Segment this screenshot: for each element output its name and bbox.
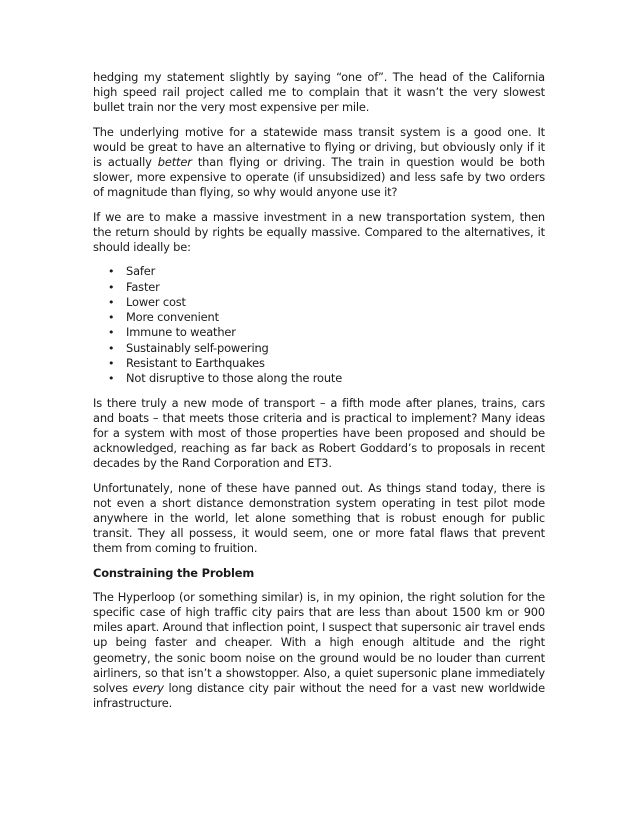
paragraph-new-mode: Is there truly a new mode of transport – a fifth mode after planes, trains, cars and boats – that meets those criteria and is practical to implement? Many ideas for a system with most of those properties have been proposed and should be acknowledged, reaching as far back as Robert Goddard’s to proposals in recent decades by the Rand Corporation and ET3. (93, 395, 545, 471)
list-item (93, 264, 545, 279)
document-page (93, 70, 545, 720)
list-item-label: More convenient (126, 310, 219, 325)
bullet-icon: • (108, 341, 115, 355)
list-item-label: Faster (126, 279, 160, 294)
bullet-icon: • (108, 372, 115, 386)
paragraph-investment: If we are to make a massive investment in a new transportation system, then the return should by rights be equally massive. Compared to the alternatives, it should ideally be: (93, 209, 545, 255)
paragraph-hyperloop-text-a: The Hyperloop (or something similar) is, in my opinion, the right solution for the specific case of high traffic city pairs that are less than about 1500 km or 900 miles apart. Around that inflection point, I suspect that supersonic air travel ends up being faster and cheaper. With a high enough altitude and the right geometry, the sonic boom noise on the ground would be no louder than current airliners, so that isn’t a showstopper. Also, a quiet supersonic plane immediately solves (93, 589, 545, 696)
paragraph-motive-text-b: than flying or driving. The train in question would be both slower, more expensive to operate (if unsubsidized) and less safe by two orders of magnitude than flying, so why would anyone use it? (93, 155, 545, 200)
bullet-icon: • (108, 295, 115, 309)
paragraph-unfortunately: Unfortunately, none of these have panned out. As things stand today, there is not even a short distance demonstration system operating in test pilot mode anywhere in the world, let alone something that is robust enough for public transit. They all possess, it would seem, one or more fatal flaws that prevent them from coming to fruition. (93, 480, 545, 556)
bullet-icon: • (108, 265, 115, 279)
paragraph-hyperloop-text-b: long distance city pair without the need for a vast new worldwide infrastructure. (93, 681, 545, 711)
bullet-icon: • (108, 280, 115, 294)
list-item (93, 295, 545, 310)
list-item (93, 280, 545, 295)
paragraph-intro: hedging my statement slightly by saying “one of”. The head of the California high speed rail project called me to complain that it wasn’t the very slowest bullet train nor the very most expensive per mile. (93, 70, 545, 115)
bullet-icon: • (108, 326, 115, 340)
list-item-label: Lower cost (126, 294, 186, 309)
section-heading: Constraining the Problem (93, 565, 255, 580)
bullet-icon: • (108, 311, 115, 325)
paragraph-hyperloop-emphasis: every (132, 681, 164, 696)
bullet-icon: • (108, 357, 115, 371)
list-item-label: Safer (126, 264, 156, 279)
paragraph-motive-text-a: The underlying motive for a statewide mass transit system is a good one. It would be great to have an alternative to flying or driving, but obviously only if it is actually (93, 124, 545, 170)
paragraph-hyperloop (93, 590, 545, 712)
list-item (93, 325, 545, 340)
list-item (93, 356, 545, 371)
list-item-label: Sustainably self-powering (126, 340, 269, 355)
list-item (93, 310, 545, 325)
paragraph-motive (93, 125, 545, 201)
criteria-list (93, 264, 545, 386)
list-item-label: Resistant to Earthquakes (126, 356, 265, 371)
paragraph-motive-emphasis: better (157, 155, 192, 170)
list-item-label: Immune to weather (126, 325, 236, 340)
list-item (93, 341, 545, 356)
list-item (93, 371, 545, 386)
list-item-label: Not disruptive to those along the route (126, 371, 343, 386)
